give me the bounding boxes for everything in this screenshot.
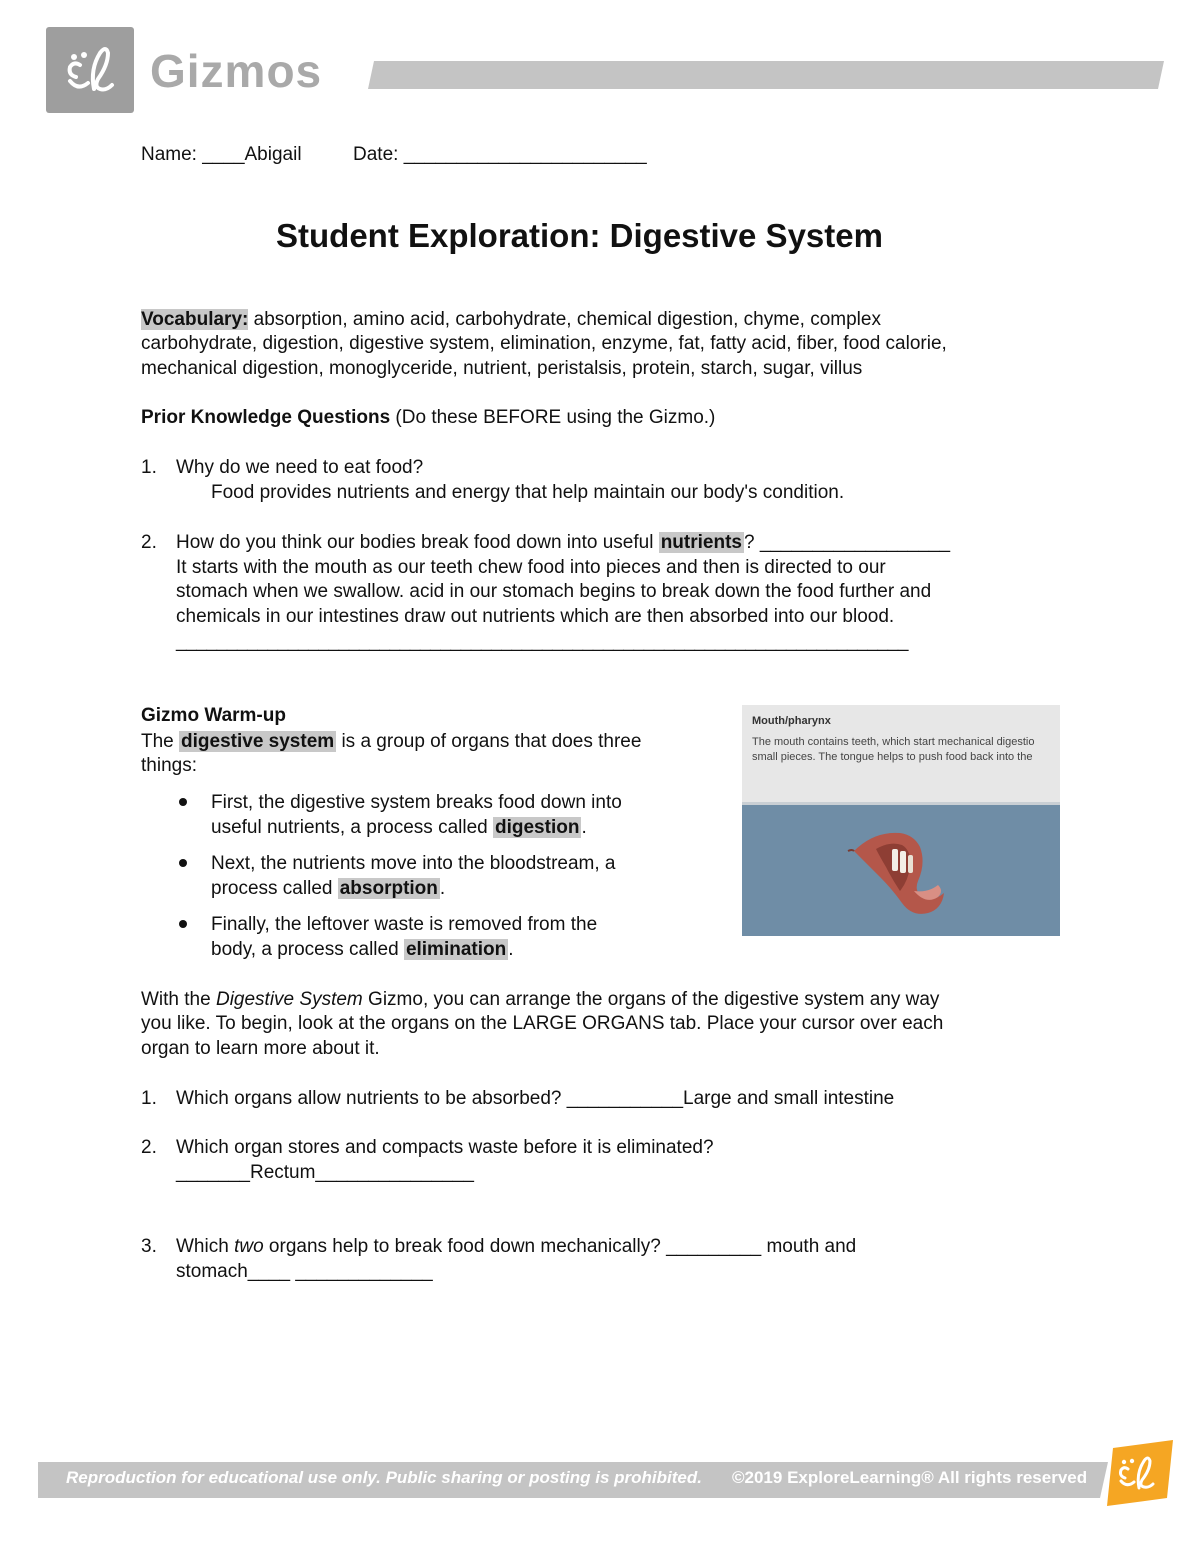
wq3-text (176, 1234, 856, 1259)
wq3-answer: stomach____ _____________ (176, 1261, 433, 1282)
bullet-dot-3 (179, 920, 187, 928)
bullet-1-line-2 (211, 815, 587, 840)
explorelearning-logo (1103, 1440, 1177, 1506)
pk-q2-answer-line-4: ________________________________________________________________________ (176, 631, 909, 652)
paragraph-text-before: With the (141, 989, 216, 1010)
bullet-1-end: . (581, 817, 587, 838)
bullet-dot-2 (179, 859, 187, 867)
paragraph-text-after: Gizmo, you can arrange the organs of the digestive system any way (362, 989, 940, 1010)
gizmo-paragraph-line-2: you like. To begin, look at the organs on the LARGE ORGANS tab. Place your cursor over each (141, 1013, 944, 1034)
gizmo-paragraph-line-1 (141, 987, 939, 1012)
pk-q2-number: 2. (141, 532, 157, 553)
paragraph-gizmo-name: Digestive System (215, 989, 363, 1010)
bullet-1-line-1: First, the digestive system breaks food down into (211, 792, 622, 813)
el-footer-logo-icon (1103, 1440, 1177, 1506)
page-title: Student Exploration: Digestive System (276, 217, 883, 254)
pk-q2-question (176, 530, 950, 555)
bullet-3-end: . (508, 939, 514, 960)
bullet-3-line-1: Finally, the leftover waste is removed from the (211, 914, 598, 935)
pk-q2-answer-line-1: It starts with the mouth as our teeth chew food into pieces and then is directed to our (176, 557, 886, 578)
footer-copyright: ©2019 ExploreLearning® All rights reserved (732, 1468, 1088, 1487)
gizmo-caption-title: Mouth/pharynx (752, 715, 831, 727)
pk-q2-answer-line-2: stomach when we swallow. acid in our stomach begins to break down the food further and (176, 581, 932, 602)
vocabulary-line-2: carbohydrate, digestion, digestive system, elimination, enzyme, fat, fatty acid, fiber, food calorie, (141, 333, 947, 354)
date-field: Date: _______________________ (353, 144, 647, 165)
elimination-highlight: elimination (405, 939, 507, 960)
bullet-2-line-1: Next, the nutrients move into the bloodstream, a (211, 853, 616, 874)
digestive-system-highlight: digestive system (181, 731, 335, 752)
header-bar (368, 61, 1164, 89)
vocabulary-text-1: absorption, amino acid, carbohydrate, chemical digestion, chyme, complex (248, 309, 881, 330)
wq2-number: 2. (141, 1137, 157, 1158)
wq1-text: Which organs allow nutrients to be absorbed? ___________Large and small intestine (176, 1088, 895, 1109)
vocabulary-line-1 (141, 307, 881, 332)
pk-q1-answer: Food provides nutrients and energy that help maintain our body's condition. (211, 482, 845, 503)
wq2-answer: _______Rectum_______________ (176, 1162, 474, 1183)
wq3-number: 3. (141, 1236, 157, 1257)
wq1-number: 1. (141, 1088, 157, 1109)
gizmo-screenshot (742, 705, 1060, 936)
prior-knowledge-note: (Do these BEFORE using the Gizmo.) (390, 407, 716, 428)
digestion-highlight: digestion (495, 817, 580, 838)
name-field: Name: ____Abigail (141, 144, 302, 165)
gizmo-3d-view (742, 805, 1060, 936)
brand-name: Gizmos (150, 45, 323, 97)
warmup-intro-before: The (141, 731, 180, 752)
bullet-dot-1 (179, 798, 187, 806)
bullet-3-text: body, a process called (211, 939, 404, 960)
warmup-intro-after: is a group of organs that does three (336, 731, 642, 752)
prior-knowledge-title: Prior Knowledge Questions (141, 407, 391, 428)
gizmo-caption-line-2: small pieces. The tongue helps to push food back into the (752, 751, 1033, 763)
vocabulary-line-3: mechanical digestion, monoglyceride, nutrient, peristalsis, protein, starch, sugar, villus (141, 358, 863, 379)
bullet-2-end: . (439, 878, 446, 899)
wq3-text-before: Which (176, 1236, 235, 1257)
el-logo-icon (46, 27, 134, 113)
nutrients-highlight: nutrients (660, 532, 742, 553)
prior-knowledge-heading (141, 405, 715, 430)
pk-q2-answer-line-3: chemicals in our intestines draw out nutrients which are then absorbed into our blood. (176, 606, 895, 627)
bullet-2-text: process called (211, 878, 338, 899)
gizmo-caption-line-1: The mouth contains teeth, which start mechanical digestio (752, 736, 1035, 748)
absorption-highlight: absorption (339, 878, 438, 899)
footer-notice: Reproduction for educational use only. Public sharing or posting is prohibited. (66, 1468, 702, 1487)
wq2-text: Which organ stores and compacts waste before it is eliminated? (176, 1137, 714, 1158)
bullet-1-text: useful nutrients, a process called (211, 817, 493, 838)
gizmos-logo (46, 27, 134, 113)
warmup-intro-line-2: things: (141, 755, 197, 776)
pk-q2-text-after: ? __________________ (743, 532, 951, 553)
gizmo-paragraph-line-3: organ to learn more about it. (141, 1038, 380, 1059)
warmup-heading: Gizmo Warm-up (141, 705, 286, 726)
warmup-intro (141, 729, 641, 754)
wq3-italic: two (234, 1236, 264, 1257)
pk-q1-number: 1. (141, 457, 157, 478)
pk-q2-text-before: How do you think our bodies break food down into useful (176, 532, 659, 553)
bullet-3-line-2 (211, 937, 514, 962)
pk-q1-question: Why do we need to eat food? (176, 457, 424, 478)
vocabulary-label: Vocabulary: (141, 309, 249, 330)
wq3-text-after: organs help to break food down mechanically? _________ mouth and (263, 1236, 857, 1257)
bullet-2-line-2 (211, 876, 445, 901)
mouth-organ-icon (742, 805, 1060, 936)
